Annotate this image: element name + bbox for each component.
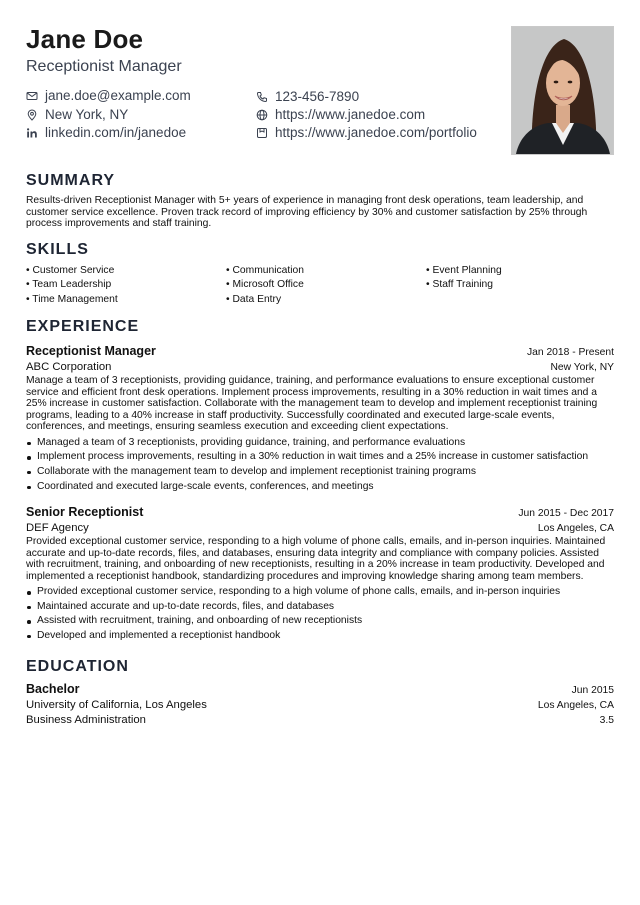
skill-item: • Event Planning: [426, 264, 502, 276]
skill-item: • Staff Training: [426, 279, 493, 291]
contact-portfolio[interactable]: [256, 125, 477, 140]
website-text: https://www.janedoe.com: [275, 107, 426, 122]
summary-text: Results-driven Receptionist Manager with 5+ years of experience in managing front desk operations, team leadership, and customer service excellence. Proven track record of improving efficiency by 30% and customer satisfaction by 25% through process improvements and staff training.: [26, 195, 588, 230]
portfolio-icon: [256, 127, 268, 139]
job-bullet: Provided exceptional customer service, responding to a high volume of phone calls, emails, and in-person inquiries: [26, 585, 614, 600]
job-description: Manage a team of 3 receptionists, providing guidance, training, and performance evaluations to ensure exceptional customer service and efficient front desk operations. Implement process improvements, resulting in a 30% reduction in wait times and a 25% increase in customer satisfaction. Collaborate with the management team to develop and implement receptionist training programs, leading to a 40% increase in staff productivity. Successfully coordinated and executed large-scale events, conferences, and meetings, ensuring seamless execution and exceeding client expectations.: [26, 375, 598, 433]
field-of-study: Business Administration: [26, 713, 146, 726]
experience-section: [26, 318, 614, 643]
contact-email[interactable]: [26, 88, 191, 103]
job-bullet: Assisted with recruitment, training, and onboarding of new receptionists: [26, 614, 614, 629]
skill-item: • Time Management: [26, 293, 118, 305]
gpa: 3.5: [599, 714, 614, 726]
job-bullet: Maintained accurate and up-to-date records, files, and databases: [26, 600, 614, 615]
skills-list: [26, 265, 614, 307]
job-bullets: [26, 436, 614, 494]
contact-phone[interactable]: [256, 89, 359, 104]
skills-section: [26, 241, 614, 307]
job-bullet: Collaborate with the management team to develop and implement receptionist training programs: [26, 465, 614, 480]
job-bullet: Developed and implemented a receptionist handbook: [26, 629, 614, 644]
resume-header: [26, 24, 614, 164]
skills-heading: SKILLS: [26, 240, 89, 258]
job-company: ABC Corporation: [26, 361, 112, 374]
contact-linkedin[interactable]: [26, 125, 186, 140]
candidate-name: Jane Doe: [26, 24, 144, 54]
portfolio-text: https://www.janedoe.com/portfolio: [275, 125, 477, 140]
skill-item: • Team Leadership: [26, 279, 112, 291]
skill-item: • Communication: [226, 264, 305, 276]
experience-heading: EXPERIENCE: [26, 318, 140, 336]
contact-location: [26, 107, 128, 122]
candidate-role: Receptionist Manager: [26, 58, 182, 75]
linkedin-icon: [26, 127, 38, 139]
profile-photo: [511, 26, 614, 155]
job-description: Provided exceptional customer service, responding to a high volume of phone calls, emails, and in-person inquiries. Maintained accurate and up-to-date records, files, and databases, ensuring data integrity and compliance with company policies. Assisted with recruitment, training, and onboarding of new receptionists, resulting in a 20% increase in team productivity. Developed and implemented a receptionist handbook, standardizing procedures and improving knowledge sharing among team members.: [26, 536, 606, 582]
job-entry: [26, 344, 614, 494]
education-heading: EDUCATION: [26, 657, 129, 675]
school-location: Los Angeles, CA: [537, 699, 614, 711]
job-bullets: [26, 585, 614, 643]
school-name: University of California, Los Angeles: [26, 698, 207, 711]
job-entry: [26, 505, 614, 643]
job-title: Receptionist Manager: [26, 344, 156, 359]
mail-icon: [26, 90, 38, 102]
job-company: DEF Agency: [26, 522, 89, 535]
degree: Bachelor: [26, 681, 80, 696]
job-location: Los Angeles, CA: [537, 523, 614, 535]
email-text: jane.doe@example.com: [45, 88, 191, 103]
skill-item: • Data Entry: [226, 293, 282, 305]
summary-heading: SUMMARY: [26, 172, 116, 189]
linkedin-text: linkedin.com/in/janedoe: [45, 125, 187, 140]
education-section: [26, 658, 614, 726]
job-dates: Jan 2018 - Present: [526, 347, 614, 359]
job-dates: Jun 2015 - Dec 2017: [518, 508, 614, 520]
job-bullet: Managed a team of 3 receptionists, providing guidance, training, and performance evaluations: [26, 436, 614, 451]
education-date: Jun 2015: [571, 684, 614, 696]
job-location: New York, NY: [550, 362, 614, 374]
summary-section: [26, 172, 614, 230]
map-pin-icon: [26, 109, 38, 121]
contact-website[interactable]: [256, 107, 425, 122]
globe-icon: [256, 109, 268, 121]
job-bullet: Implement process improvements, resulting in a 30% reduction in wait times and a 25% increase in customer satisfaction: [26, 450, 614, 465]
location-text: New York, NY: [45, 107, 129, 122]
job-bullet: Coordinated and executed large-scale events, conferences, and meetings: [26, 480, 614, 495]
skill-item: • Customer Service: [26, 264, 115, 276]
job-title: Senior Receptionist: [26, 505, 144, 520]
phone-icon: [256, 91, 268, 103]
skill-item: • Microsoft Office: [226, 279, 304, 291]
phone-text: 123-456-7890: [275, 89, 360, 104]
